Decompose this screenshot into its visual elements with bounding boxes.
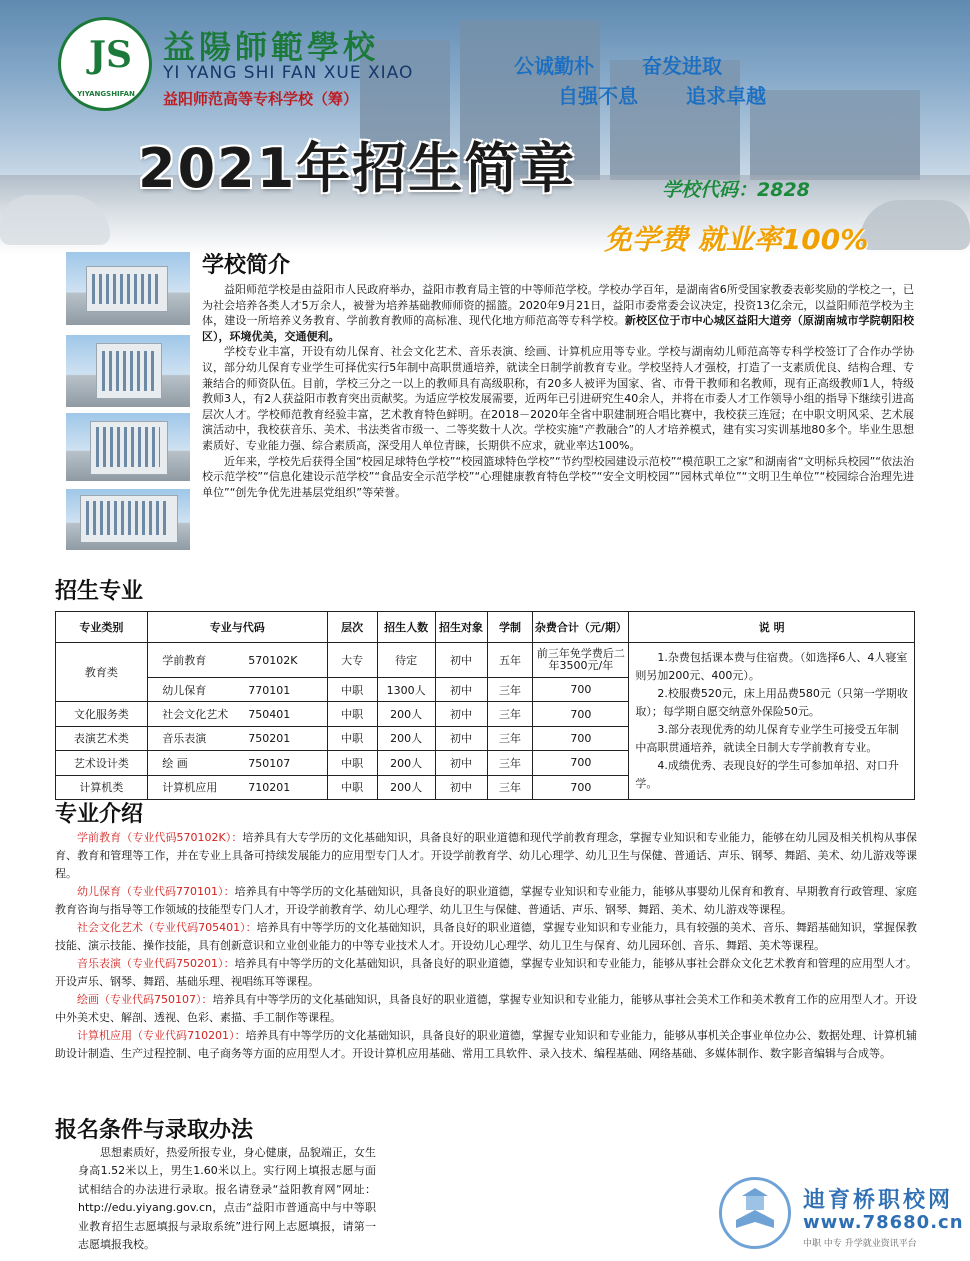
table-header-cell: 学制: [487, 612, 533, 643]
count-cell: 200人: [377, 726, 435, 750]
fee-cell: 700: [533, 677, 629, 701]
fee-cell: 700: [533, 726, 629, 750]
intro-heading: 学校简介: [202, 253, 291, 278]
major-cell: [147, 751, 327, 775]
major-name: 幼儿保育: [162, 683, 207, 697]
major-code: 750401: [248, 708, 291, 721]
major-name: 计算机应用: [162, 781, 218, 795]
note-item: 4.成绩优秀、表现良好的学生可参加单招、对口升学。: [635, 759, 899, 790]
target-cell: 初中: [435, 677, 487, 701]
category-cell: 文化服务类: [56, 702, 148, 726]
slogan: 免学费 就业率100%: [604, 223, 869, 256]
logo-ring-text: YIYANGSHIFAN: [77, 90, 135, 98]
fee-cell: 700: [533, 751, 629, 775]
major-intro-text: 培养具有大专学历的文化基础知识，具备良好的职业道德和现代学前教育理念，掌握专业知识和专业能力，能够在幼儿园及相关机构从事保育、教育和管理等工作，并在专业上具备可持续发展能力的应用型专门人才。开设学前教育学、幼儿心理学、幼儿卫生与保健、普通话、声乐、钢琴、舞蹈、美术、幼儿游戏等课程。: [55, 831, 917, 880]
major-name: 社会文化艺术: [162, 708, 229, 721]
level-cell: 中职: [327, 726, 377, 750]
fee-cell: 700: [533, 702, 629, 726]
motto-2b: 追求卓越: [686, 84, 766, 108]
major-intro-item: [55, 883, 917, 919]
table-header-cell: 层次: [327, 612, 377, 643]
major-intro-label: 幼儿保育（专业代码770101）：: [77, 885, 235, 898]
note-item: 3.部分表现优秀的幼儿保育专业学生可接受五年制中高职贯通培养，就读全日制大专学前教育专业。: [635, 723, 899, 754]
major-code: 710201: [248, 781, 291, 795]
table-header-cell: 招生对象: [435, 612, 487, 643]
watermark-title: 迪育桥职校网: [803, 1188, 954, 1213]
major-intro-item: [55, 955, 917, 991]
major-intro-body: [55, 829, 917, 1063]
intro-p1-text: 益阳师范学校是由益阳市人民政府举办，益阳市教育局主管的中等师范学校。学校办学百年，是湖南省6所受国家教委表彰奖励的学校之一，已为社会培养各类人才5万余人，被誉为培养基础教师师资的摇篮。2020年9月21日，益阳市委常委会议决定，投资13亿余元，以益阳师范学校为主体，建设一所培养义务教育、学前教育教师的高标准、现代化地方师范高等专科学校。: [202, 283, 914, 328]
years-cell: 三年: [487, 677, 533, 701]
major-code: 750107: [248, 756, 291, 770]
years-cell: 三年: [487, 702, 533, 726]
table-header-row: [56, 612, 915, 643]
major-intro-text: 培养具有中等学历的文化基础知识，具备良好的职业道德，掌握专业知识和专业能力，能够从事社会美术工作和美术教育工作的应用型人才。开设中外美术史、解剖、透视、色彩、素描、手工制作等课程。: [55, 993, 917, 1024]
target-cell: 初中: [435, 726, 487, 750]
major-cell: [147, 775, 327, 799]
years-cell: 三年: [487, 751, 533, 775]
major-cell: [147, 643, 327, 678]
school-name-pinyin: YI YANG SHI FAN XUE XIAO: [163, 63, 414, 83]
building-silhouette: [750, 90, 920, 180]
note-item: 2.校服费520元，床上用品费580元（只第一学期收取）；每学期自愿交纳意外保险50元。: [635, 687, 908, 718]
major-intro-label: 社会文化艺术（专业代码705401）：: [77, 921, 257, 934]
page-title: 2021年招生简章: [138, 137, 577, 200]
major-intro-label: 计算机应用（专业代码710201）：: [77, 1029, 246, 1042]
watermark-url[interactable]: www.78680.cn: [803, 1212, 964, 1233]
major-intro-text: 培养具有中等学历的文化基础知识，具备良好的职业道德，掌握专业知识和专业能力，能够从事婴幼儿保育和教育、早期教育行政管理、家庭教育咨询与指导等工作领域的技能型专门人才，开设学前教育学、幼儿心理学、幼儿卫生与保健、普通话、声乐、钢琴、舞蹈、美术、幼儿游戏等课程。: [55, 885, 917, 916]
target-cell: 初中: [435, 702, 487, 726]
level-cell: 中职: [327, 751, 377, 775]
motto-1a: 公诚勤朴: [514, 54, 594, 78]
major-name: 音乐表演: [162, 732, 207, 746]
major-name: 绘 画: [162, 756, 188, 770]
motto-1b: 奋发进取: [642, 54, 722, 78]
school-logo: [58, 17, 152, 111]
school-name-cn: 益陽師範學校: [163, 28, 380, 66]
intro-body: [202, 282, 914, 500]
notes-cell: [629, 643, 915, 800]
intro-paragraph: [202, 282, 914, 344]
table-header-cell: 杂费合计（元/期）: [533, 612, 629, 643]
count-cell: 待定: [377, 643, 435, 678]
intro-paragraph: 近年来，学校先后获得全国“校园足球特色学校”“校园篮球特色学校”“节约型校园建设示范校”“模范职工之家”和湖南省“文明标兵校园”“依法治校示范学校”“信息化建设示范学校”“食品安全示范学校”“心理健康教育特色学校”“安全文明校园”“园林式单位”“文明卫生单位”“校园综合治理先进单位”“创先争优先进基层党组织”等荣誉。: [202, 454, 914, 499]
table-header-cell: 招生人数: [377, 612, 435, 643]
major-intro-label: 学前教育（专业代码570102K）：: [77, 831, 243, 844]
watermark-logo-icon: [719, 1177, 791, 1249]
major-intro-text: 培养具有中等学历的文化基础知识，具备良好的职业道德，掌握专业知识和专业能力，能够从事机关企事业单位办公、数据处理、计算机辅助设计制造、生产过程控制、电子商务等方面的应用型人才。开设计算机应用基础、常用工具软件、录入技术、编程基础、网络基础、多媒体制作、数字影音编辑与合成等。: [55, 1029, 918, 1060]
majors-heading: 招生专业: [55, 579, 144, 604]
target-cell: 初中: [435, 775, 487, 799]
campus-photo: [66, 489, 190, 550]
category-cell: 表演艺术类: [56, 726, 148, 750]
car-shape: [0, 195, 110, 245]
fee-cell: 前三年免学费后二年3500元/年: [533, 643, 629, 678]
major-intro-item: [55, 829, 917, 883]
major-intro-item: [55, 991, 917, 1027]
major-intro-text: 培养具有中等学历的文化基础知识，具备良好的职业道德，掌握专业知识和专业能力，具有较强的美术、音乐、舞蹈基础知识，掌握保教技能、演示技能、操作技能，具有创新意识和立业创业能力的中等专业技术人才。开设幼儿心理学、幼儿卫生与保育、幼儿园环创、音乐、舞蹈、美术等课程。: [55, 921, 917, 952]
apply-heading: 报名条件与录取办法: [55, 1118, 254, 1143]
target-cell: 初中: [435, 751, 487, 775]
years-cell: 三年: [487, 775, 533, 799]
major-intro-text: 培养具有中等学历的文化基础知识，具备良好的职业道德，掌握专业知识和专业能力，能够从事社会群众文化艺术教育和管理的应用型人才。开设声乐、钢琴、舞蹈、基础乐理、视唱练耳等课程。: [55, 957, 917, 988]
years-cell: 三年: [487, 726, 533, 750]
major-code: 770101: [248, 683, 291, 697]
major-intro-label: 音乐表演（专业代码750201）：: [77, 957, 235, 970]
table-row: [56, 643, 915, 678]
count-cell: 200人: [377, 702, 435, 726]
major-intro-item: [55, 919, 917, 955]
majors-table: [55, 611, 915, 800]
major-cell: [147, 702, 327, 726]
intro-p1-bold: 新校区位于市中心城区益阳大道旁（原湖南城市学院朝阳校区），环境优美，交通便利。: [202, 314, 915, 343]
level-cell: 大专: [327, 643, 377, 678]
note-item: 1.杂费包括课本费与住宿费。（如选择6人、4人寝室则另加200元、400元）。: [635, 651, 908, 682]
school-code: 学校代码：2828: [662, 179, 810, 201]
major-name: 学前教育: [162, 653, 207, 667]
car-shape: [860, 200, 970, 250]
campus-photo: [66, 413, 190, 481]
motto-2a: 自强不息: [558, 84, 638, 108]
major-intro-heading: 专业介绍: [55, 802, 144, 827]
major-code: 750201: [248, 732, 291, 746]
level-cell: 中职: [327, 702, 377, 726]
campus-photo: [66, 335, 190, 407]
level-cell: 中职: [327, 677, 377, 701]
category-cell: 艺术设计类: [56, 751, 148, 775]
major-intro-label: 绘画（专业代码750107）：: [77, 993, 213, 1006]
category-cell: 计算机类: [56, 775, 148, 799]
watermark-desc: 中职 中专 升学就业资讯平台: [803, 1239, 917, 1249]
logo-mark: JS: [89, 34, 133, 76]
table-header-cell: 说 明: [629, 612, 915, 643]
apply-body: [78, 1144, 376, 1254]
school-subtitle: 益阳师范高等专科学校（筹）: [163, 90, 359, 108]
target-cell: 初中: [435, 643, 487, 678]
major-intro-item: [55, 1027, 917, 1063]
table-header-cell: 专业与代码: [147, 612, 327, 643]
years-cell: 五年: [487, 643, 533, 678]
count-cell: 200人: [377, 775, 435, 799]
category-cell: 教育类: [56, 643, 148, 702]
level-cell: 中职: [327, 775, 377, 799]
major-cell: [147, 677, 327, 701]
major-code: 570102K: [248, 653, 298, 667]
count-cell: 200人: [377, 751, 435, 775]
fee-cell: 700: [533, 775, 629, 799]
count-cell: 1300人: [377, 677, 435, 701]
campus-photo: [66, 252, 190, 325]
major-cell: [147, 726, 327, 750]
book-icon: [722, 1180, 788, 1246]
intro-paragraph: 学校专业丰富，开设有幼儿保育、社会文化艺术、音乐表演、绘画、计算机应用等专业。学校与湖南幼儿师范高等专科学校签订了合作办学协议，部分幼儿保育专业学生可择优实行5年制中高职贯通培养，就读全日制学前教育专业。学校坚持人才强校，打造了一支素质优良、结构合理、专兼结合的师资队伍。目前，学校三分之一以上的教师具有高级职称，有20多人被评为国家、省、市骨干教师和名教师，现有正高级教师1人，特级教师3人，有2人获益阳市教育突出贡献奖。为适应学校发展需要，近两年已引进研究生40余人，并将在市委人才工作领导小组的指导下继续引进高层次人才。学校师范教育经验丰富，艺术教育特色鲜明。在2018－2020年全省中职建制班合唱比赛中，我校获三连冠；在中职文明风采、艺术展演活动中，我校获音乐、美术、书法类省市级一、二等奖数十人次。学校实施“产教融合”的人才培养模式，建有实习实训基地80多个。毕业生思想素质好、专业能力强、综合素质高，深受用人单位青睐，长期供不应求，就业率达100%。: [202, 345, 914, 452]
table-header-cell: 专业类别: [56, 612, 148, 643]
apply-text: 思想素质好，热爱所报专业，身心健康，品貌端正，女生身高1.52米以上，男生1.60米以上。实行网上填报志愿与面试相结合的办法进行录取。报名请登录“益阳教育网”网址：http://edu.yiyang.gov.cn，点击“益阳市普通高中与中等职业教育招生志愿填报与录取系统”进行网上志愿填报，请第一志愿填报我校。: [78, 1146, 376, 1252]
